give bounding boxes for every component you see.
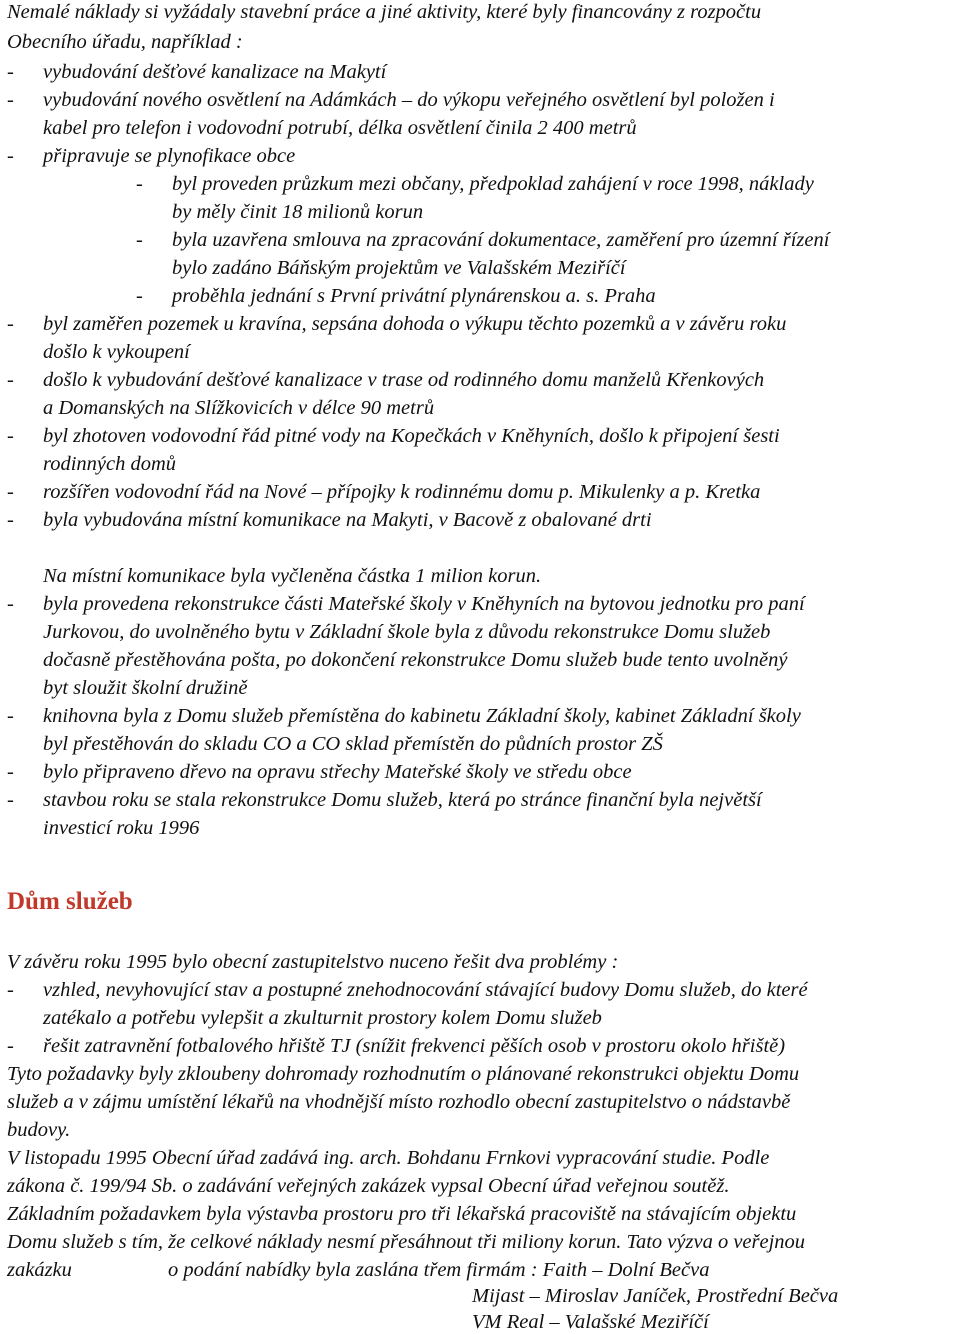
list-item-continuation: investicí roku 1996 [43, 817, 200, 839]
list-item: stavbou roku se stala rekonstrukce Domu služeb, která po stránce finanční byla největší [43, 789, 762, 811]
paragraph-line: Domu služeb s tím, že celkové náklady nesmí přesáhnout tři miliony korun. Tato výzva o veřejnou [7, 1231, 806, 1253]
list-dash: - [7, 761, 14, 783]
list-item: došlo k vybudování dešťové kanalizace v trase od rodinného domu manželů Křenkových [43, 369, 765, 391]
list-dash: - [136, 229, 143, 251]
list-dash: - [7, 61, 14, 83]
sub-list-item: byla uzavřena smlouva na zpracování dokumentace, zaměření pro územní řízení [172, 229, 830, 251]
list-item-continuation: zatékalo a potřebu vylepšit a zkulturnit prostory kolem Domu služeb [43, 1007, 602, 1029]
list-item-continuation: Jurkovou, do uvolněného bytu v Základní škole byla z důvodu rekonstrukce Domu služeb [43, 621, 771, 643]
list-dash: - [7, 1035, 14, 1057]
firm-line: Mijast – Miroslav Janíček, Prostřední Bečva [472, 1285, 839, 1307]
list-item: připravuje se plynofikace obce [43, 145, 296, 167]
list-dash: - [7, 145, 14, 167]
list-dash: - [7, 481, 14, 503]
list-item-continuation: rodinných domů [43, 453, 177, 475]
paragraph-line: zakázku [7, 1259, 72, 1281]
list-item-continuation: dočasně přestěhována pošta, po dokončení rekonstrukce Domu služeb bude tento uvolněný [43, 649, 788, 671]
list-item: byl zhotoven vodovodní řád pitné vody na Kopečkách v Kněhyních, došlo k připojení šesti [43, 425, 780, 447]
list-item: řešit zatravnění fotbalového hřiště TJ (snížit frekvenci pěších osob v prostoru okolo hřiště) [43, 1035, 786, 1057]
list-item: vybudování dešťové kanalizace na Makytí [43, 61, 387, 83]
list-dash: - [136, 285, 143, 307]
sub-list-item-continuation: by měly činit 18 milionů korun [172, 201, 424, 223]
list-item: byl zaměřen pozemek u kravína, sepsána dohoda o výkupu těchto pozemků a v závěru roku [43, 313, 787, 335]
paragraph-line: o podání nabídky byla zaslána třem firmám : Faith – Dolní Bečva [168, 1259, 710, 1281]
paragraph-line: V listopadu 1995 Obecní úřad zadává ing. arch. Bohdanu Frnkovi vypracování studie. Podle [7, 1147, 770, 1169]
paragraph-line: služeb a v zájmu umístění lékařů na vhodnější místo rozhodlo obecní zastupitelstvo o nádstavbě [7, 1091, 791, 1113]
list-item: byla provedena rekonstrukce části Mateřské školy v Kněhyních na bytovou jednotku pro paní [43, 593, 805, 615]
list-dash: - [7, 313, 14, 335]
list-dash: - [7, 979, 14, 1001]
list-dash: - [7, 789, 14, 811]
paragraph-line: V závěru roku 1995 bylo obecní zastupitelstvo nuceno řešit dva problémy : [7, 951, 619, 973]
list-item-continuation: kabel pro telefon i vodovodní potrubí, délka osvětlení činila 2 400 metrů [43, 117, 637, 139]
list-dash: - [7, 705, 14, 727]
firm-line: VM Real – Valašské Meziříčí [472, 1311, 709, 1333]
list-item-continuation: byl přestěhován do skladu CO a CO sklad přemístěn do půdních prostor ZŠ [43, 733, 663, 755]
list-item: bylo připraveno dřevo na opravu střechy Mateřské školy ve středu obce [43, 761, 632, 783]
list-item: rozšířen vodovodní řád na Nové – přípojky k rodinnému domu p. Mikulenky a p. Kretka [43, 481, 761, 503]
paragraph-line: zákona č. 199/94 Sb. o zadávání veřejných zakázek vypsal Obecní úřad veřejnou soutěž. [7, 1175, 730, 1197]
list-dash: - [7, 369, 14, 391]
sub-list-item-continuation: bylo zadáno Báňským projektům ve Valašském Meziříčí [172, 257, 626, 279]
paragraph-line: Nemalé náklady si vyžádaly stavební práce a jiné aktivity, které byly financovány z rozpočtu [7, 1, 762, 23]
list-item-continuation: došlo k vykoupení [43, 341, 190, 363]
list-dash: - [7, 593, 14, 615]
paragraph-line: Obecního úřadu, například : [7, 31, 243, 53]
list-item: vybudování nového osvětlení na Adámkách – do výkopu veřejného osvětlení byl položen i [43, 89, 775, 111]
paragraph-line: Základním požadavkem byla výstavba prostoru pro tři lékařská pracoviště na stávajícím objektu [7, 1203, 797, 1225]
list-dash: - [7, 89, 14, 111]
paragraph-line: budovy. [7, 1119, 71, 1141]
note-line: Na místní komunikace byla vyčleněna částka 1 milion korun. [43, 565, 542, 587]
sub-list-item: proběhla jednání s První privátní plynárenskou a. s. Praha [172, 285, 656, 307]
list-item-continuation: a Domanských na Slížkovicích v délce 90 metrů [43, 397, 435, 419]
list-dash: - [136, 173, 143, 195]
list-item-continuation: byt sloužit školní družině [43, 677, 248, 699]
sub-list-item: byl proveden průzkum mezi občany, předpoklad zahájení v roce 1998, náklady [172, 173, 814, 195]
section-heading: Dům služeb [7, 888, 133, 915]
list-item: vzhled, nevyhovující stav a postupné znehodnocování stávající budovy Domu služeb, do které [43, 979, 808, 1001]
list-dash: - [7, 425, 14, 447]
list-dash: - [7, 509, 14, 531]
paragraph-line: Tyto požadavky byly zkloubeny dohromady rozhodnutím o plánované rekonstrukci objektu Domu [7, 1063, 800, 1085]
list-item: knihovna byla z Domu služeb přemístěna do kabinetu Základní školy, kabinet Základní školy [43, 705, 801, 727]
list-item: byla vybudována místní komunikace na Makyti, v Bacově z obalované drti [43, 509, 652, 531]
